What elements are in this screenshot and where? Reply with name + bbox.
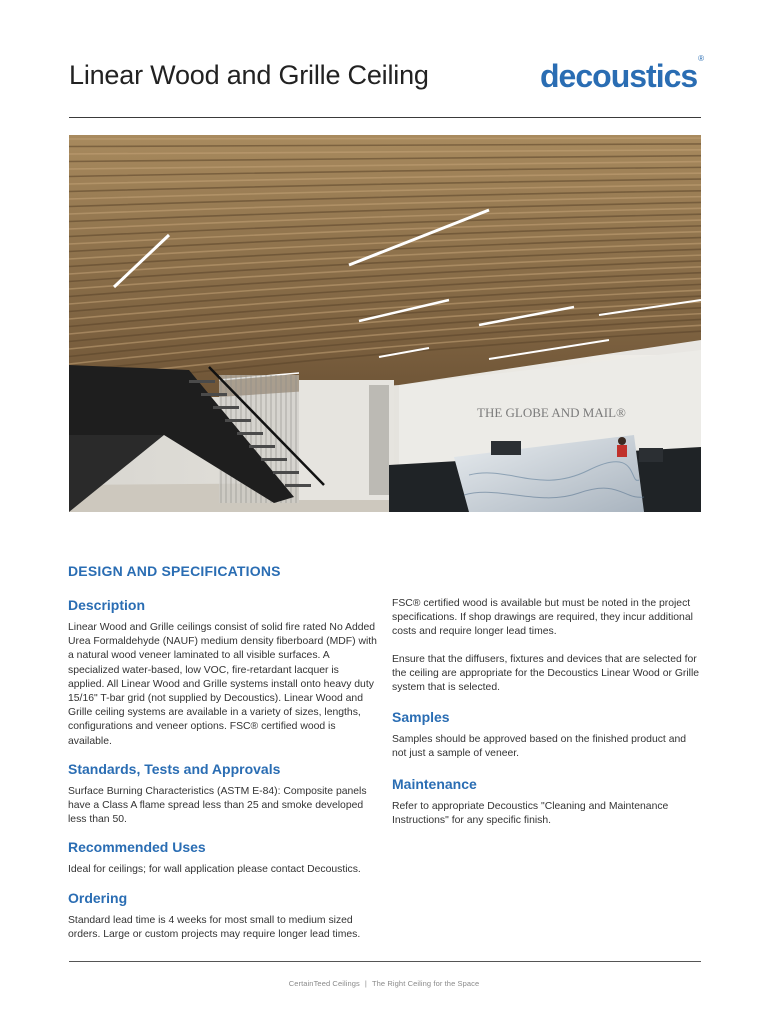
stair-step [285,484,311,487]
recommended-uses-heading: Recommended Uses [68,839,206,856]
ordering-text: Standard lead time is 4 weeks for most small to medium sized orders. Large or custom projects may require longer lead times. [68,914,361,940]
page-footer [0,979,768,988]
page-title: Linear Wood and Grille Ceiling [69,60,429,90]
ordering-section [68,889,378,942]
header-divider [69,117,701,118]
footer-divider [69,961,701,962]
recommended-uses-text: Ideal for ceilings; for wall application please contact Decoustics. [68,864,361,876]
recommended-uses-section [68,838,378,877]
footer-company: CertainTeed Ceilings [288,979,360,988]
description-heading: Description [68,597,146,613]
column [369,385,389,495]
receptionist [617,445,627,457]
standards-section [68,760,378,828]
decoustics-logo [540,54,704,95]
globe-and-mail-sign: THE GLOBE AND MAIL® [477,405,626,420]
monitor [639,448,663,462]
receptionist [618,437,626,445]
stair-step [189,380,215,383]
monitor [491,441,521,455]
stair-step [273,471,299,474]
samples-text: Samples should be approved based on the finished product and not just a sample of veneer. [392,734,687,760]
description-text: Linear Wood and Grille ceilings consist of solid fire rated No Added Urea Formaldehyde (NAUF) medium density fiberboard (MDF) with a natural wood veneer laminated to all visible surfaces. A specialized water-based, low VOC, fire-retardant lacquer is applied. All Linear Wood and Grille systems install onto heavy duty 15/16" T-bar grid (not supplied by Decoustics). Linear Wood and Grille ceiling systems are available in a variety of sizes, lengths, configurations and veneer options. FSC® certified wood is available. [68,622,377,747]
diffuser-text: Ensure that the diffusers, fixtures and devices that are selected for the ceiling are appropriate for the Decoustics Linear Wood or Grille system that is selected. [392,653,700,694]
maintenance-heading: Maintenance [392,775,477,792]
stair-step [201,393,227,396]
lobby-ceiling-illustration [69,135,701,512]
footer-tagline: The Right Ceiling for the Space [371,979,480,988]
stair-step [213,406,239,409]
stair-step [261,458,287,461]
fsc-note [392,597,702,640]
section-heading: DESIGN AND SPECIFICATIONS [68,563,281,579]
stair-step [249,445,275,448]
standards-heading: Standards, Tests and Approvals [68,760,281,777]
diffuser-note [392,653,702,696]
left-column [68,596,378,953]
stair-step [237,432,263,435]
registered-mark: ® [698,54,704,64]
footer-separator: | [364,979,367,988]
description-section [68,596,378,749]
brand-wordmark: decoustics [540,58,698,94]
samples-section [392,708,702,761]
ceiling-slat [69,138,701,139]
right-column [392,597,702,841]
ordering-heading: Ordering [68,889,128,906]
samples-heading: Samples [392,709,450,726]
maintenance-text: Refer to appropriate Decoustics "Cleaning and Maintenance Instructions" for any specific finish. [392,800,669,826]
stair-step [225,419,251,422]
fsc-text: FSC® certified wood is available but must be noted in the project specifications. If shop drawings are required, they incur additional costs and require longer lead times. [392,598,693,638]
maintenance-section [392,775,702,828]
hero-photo [69,135,701,512]
standards-text: Surface Burning Characteristics (ASTM E-84): Composite panels have a Class A flame spread less than 25 and smoke developed less than 50. [68,785,367,826]
